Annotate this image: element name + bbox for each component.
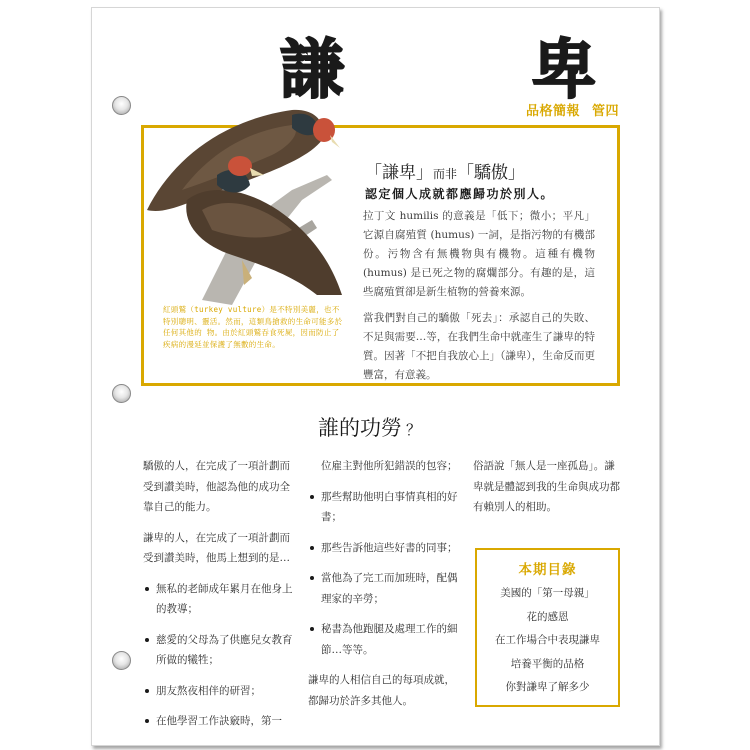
table-of-contents: [475, 548, 620, 707]
feature-body: [363, 207, 595, 392]
heading-pride: 「驕傲」: [457, 163, 526, 183]
bullet-item: 秘書為他跑腿及處理工作的細節…等等。: [308, 619, 463, 660]
feature-subheading: 認定個人成就都應歸功於別人。: [365, 187, 555, 201]
column-paragraph: 謙卑的人，在完成了一項計劃而受到讚美時，他馬上想到的是…: [143, 531, 290, 564]
column-1: [143, 456, 295, 742]
toc-title: 本期目錄: [518, 562, 577, 578]
bullet-list: [308, 487, 463, 661]
column-closing: 謙卑的人相信自己的每項成就，都歸功於許多其他人。: [308, 674, 455, 707]
bullet-list: [143, 579, 295, 732]
bullet-item: 無私的老師成年累月在他身上的教導；: [143, 579, 295, 620]
bullet-item: 那些幫助他明白事情真相的好書；: [308, 487, 463, 528]
section-title-punct: ？: [406, 421, 422, 439]
heading-connector: 而非: [433, 167, 458, 181]
toc-item: 花的感恩: [526, 610, 569, 623]
toc-item: 美國的「第一母親」: [500, 587, 595, 599]
bullet-item: 當他為了完工而加班時，配偶理家的辛勞；: [308, 568, 463, 609]
issue-label: 管四: [592, 104, 620, 119]
feature-heading: [365, 158, 525, 183]
toc-item: 在工作場合中表現謙卑: [495, 634, 600, 646]
bullet-continuation: 位雇主對他所犯錯誤的包容；: [321, 460, 458, 472]
vulture-illustration: [142, 80, 347, 305]
feature-paragraph: 拉丁文 humilis 的意義是「低下；微小；平凡」它源自腐殖質 (humus) 一詞，是指污物的有機部份。污物含有無機物與有機物。這種有機物 (humus) 是已死之物的腐爛部分。有趣的是，這些腐殖質卻是新生植物的營養來源。: [363, 210, 595, 298]
binder-hole-middle: [112, 384, 131, 403]
column-paragraph: 俗語說「無人是一座孤島」。謙卑就是體認到我的生命與成功都有賴別人的相助。: [473, 460, 620, 513]
bullet-item: 慈愛的父母為了供應兒女教育所做的犧牲；: [143, 630, 295, 671]
bullet-item: 在他學習工作訣竅時，第一: [143, 711, 295, 732]
binder-hole-top: [112, 96, 131, 115]
image-caption: 紅頭鷲（turkey vulture）是不特別美麗，也不特別聰明、靈活。然而，這類鳥搶救的生命可能多於任何其他的 物。由於紅頭鷲吞食死屍，因而防止了疾病的漫延並保護了無數的生命。: [163, 305, 343, 349]
page-title: 謙 卑: [280, 34, 658, 108]
toc-item: 你對謙卑了解多少: [505, 681, 590, 693]
heading-humility: 「謙卑」: [365, 163, 433, 183]
section-title-text: 誰的功勞: [318, 416, 402, 440]
series-name: 品格簡報: [526, 104, 581, 119]
binder-hole-bottom: [112, 651, 131, 670]
toc-item: 培養平衡的品格: [510, 657, 585, 670]
bullet-item: 朋友熬夜相伴的研習；: [143, 681, 295, 702]
column-3: [473, 456, 623, 528]
column-paragraph: 驕傲的人，在完成了一項計劃而受到讚美時，他認為他的成功全靠自己的能力。: [143, 460, 290, 513]
column-2: [308, 456, 463, 721]
feature-paragraph: 當我們對自己的驕傲「死去」：承認自己的失敗、不足與需要…等，在我們生命中就產生了謙卑的特質。因著「不把自我放心上」（謙卑），生命反而更豐富，有意義。: [363, 312, 595, 381]
section-title: [318, 412, 421, 442]
series-label: [526, 100, 619, 119]
bullet-item: 那些告訴他這些好書的同事；: [308, 538, 463, 559]
